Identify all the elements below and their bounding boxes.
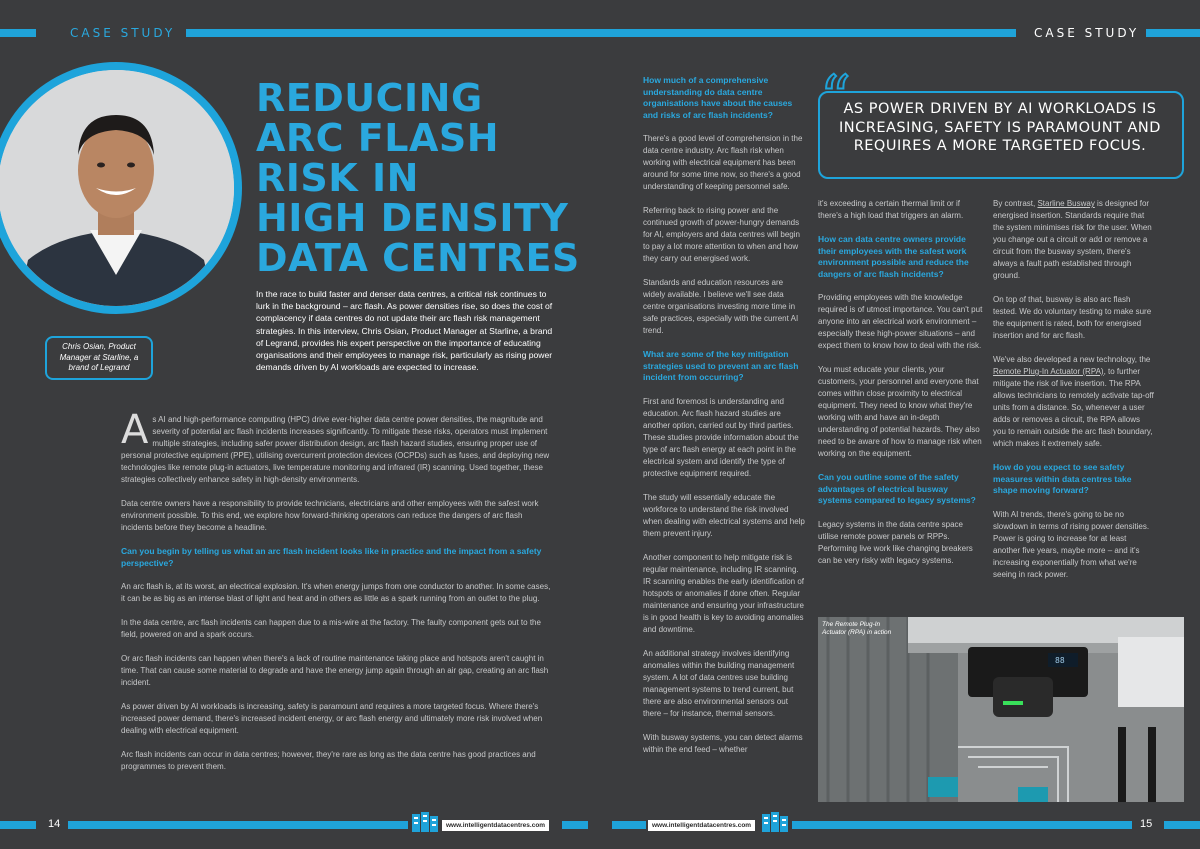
col-c-p1-a: By contrast,	[993, 199, 1038, 208]
url-right[interactable]: www.intelligentdatacentres.com	[648, 820, 755, 831]
left-body-p3: An arc flash is, at its worst, an electrical explosion. It's when energy jumps from one conductor to another. In some cases, it can be as big as an intense blast of light and heat and in others as little as a spark running from an outlet to the plug.	[121, 582, 551, 603]
portrait-photo	[0, 70, 234, 306]
header-bar-left	[186, 29, 1016, 37]
left-body-p1: s AI and high-performance computing (HPC) drive ever-higher data centre power densities, the magnitude and severity of potential arc flash incidents increases significantly. To mitigate these risks, operators must implement multiple strategies, including safer power distribution design, arc flash hazard studies, ensuring proper use of personal protective equipment (PPE), utilising overcurrent protection devices (OCPDs) such as fuses, and deploying new technologies like remote plug-in actuators, live temperature monitoring and infrared (IR) scanning. Used together, these strategies collectively enhance safety in high-density environments.	[121, 415, 550, 484]
page-number-left: 14	[48, 818, 61, 830]
col-b-p3: You must educate your clients, your customers, your personnel and everyone that comes within close proximity to electrical equipment. They need to know what they're working with and have an in-depth understanding of potential hazards. They also need to be aware of how to manage risk when working on the equipment.	[818, 365, 982, 458]
left-body-p7: Arc flash incidents can occur in data centres; however, they're rare as long as the data centre has good practices and programmes to prevent them.	[121, 750, 536, 771]
left-body-p4: In the data centre, arc flash incidents can happen due to a mis-wire at the factory. The faulty component gets out to the field, powered on and a spark occurs.	[121, 618, 541, 639]
col-a-p8: With busway systems, you can detect alarms within the end feed – whether	[643, 732, 803, 754]
col-b-p2: Providing employees with the knowledge required is of utmost importance. You can't put anyone into an electrical work environment – especially these high-power situations – and expect them to know how to deal with the risk.	[818, 293, 983, 350]
footer-bar-right	[792, 821, 1132, 829]
col-a-p1: There's a good level of comprehension in the data centre industry. Arc flash risk when working with electrical equipment has been around for some time now, so there's a good understanding of keeping personnel safe.	[643, 134, 803, 191]
footer-bar-left	[68, 821, 408, 829]
url-left[interactable]: www.intelligentdatacentres.com	[442, 820, 549, 831]
col-a-question-2: What are some of the key mitigation strategies used to prevent an arc flash incident from occurring?	[643, 349, 799, 382]
rpa-photo-illustration	[818, 617, 1184, 802]
page-number-right: 15	[1140, 818, 1153, 830]
footer-bar-right-stub	[1164, 821, 1200, 829]
col-c-question-1: How do you expect to see safety measures within data centres take shape moving forward?	[993, 462, 1132, 495]
intro-paragraph: In the race to build faster and denser data centres, a critical risk continues to lurk in the background – arc flash. As power densities rise, so does the cost of complacency if data centres do not update their arc flash risk management strategies. In this interview, Chris Osian, Product Manager at Starline, a brand of Legrand, provides his expert perspective on the importance of educating organisations and their employees to manage risk, particularly as rising power demands driven by AI workloads are expected to increase.	[256, 289, 553, 373]
portrait-caption: Chris Osian, Product Manager at Starline, a brand of Legrand	[45, 336, 153, 380]
left-question-1: Can you begin by telling us what an arc flash incident looks like in practice and the impact from a safety perspective?	[121, 546, 542, 568]
right-column-b	[818, 198, 984, 579]
quote-mark-icon: “	[820, 63, 851, 133]
pull-quote-text: AS POWER DRIVEN BY AI WORKLOADS IS INCREASING, SAFETY IS PARAMOUNT AND REQUIRES A MORE TARGETED FOCUS.	[839, 101, 1161, 154]
rpa-photo	[818, 617, 1184, 802]
left-body-p5: Or arc flash incidents can happen when there's a lack of routine maintenance taking place and hotspots aren't caught in time. That can cause some material to degrade and have the energy jump again through an air gap, creating an arc flash incident.	[121, 654, 549, 687]
col-a-question-1: How much of a comprehensive understanding do data centre organisations have about the causes and risks of arc flash incidents?	[643, 75, 793, 120]
col-c-p4: With AI trends, there's going to be no slowdown in terms of rising power densities. Power is going to increase for at least another five years, maybe more – and it's increasing exponentially from what we're seeing in rack power.	[993, 509, 1150, 579]
col-c-p3-b: , to further mitigate the risk of live insertion. The RPA allows technicians to remotely activate tap-off units from a distance. So, whenever a user adds or removes a circuit, the RPA allows you to remain outside the arc flash boundary, which makes it extremely safe.	[993, 367, 1154, 448]
drop-cap: A	[121, 407, 149, 453]
col-c-p2: On top of that, busway is also arc flash tested. We do voluntary testing to make sure the equipment is rated, both for energised insertion and for arc flash.	[993, 295, 1152, 340]
col-b-question-2: Can you outline some of the safety advantages of electrical busway systems compared to legacy systems?	[818, 472, 976, 505]
col-b-question-1: How can data centre owners provide their employees with the safest work environment possible and reduce the dangers of arc flash incidents?	[818, 234, 969, 279]
footer-bar-center-left	[562, 821, 588, 829]
magazine-logo-icon-left	[412, 812, 438, 832]
col-a-p3: Standards and education resources are widely available. I believe we'll see data centre organisations investing more time in safe practices, especially with the current AI trend.	[643, 278, 799, 335]
rpa-link[interactable]: Remote Plug-In Actuator (RPA)	[993, 367, 1104, 376]
starline-busway-link[interactable]: Starline Busway	[1037, 199, 1095, 208]
article-title: REDUCING ARC FLASH RISK IN HIGH DENSITY DATA CENTRES	[256, 76, 580, 280]
col-a-p7: An additional strategy involves identifying anomalies within the building management system. A lot of data centres use building management systems to trend current, but there are also environmental sensors out there – for instance, thermal sensors.	[643, 648, 795, 718]
person-illustration	[0, 70, 234, 306]
left-body-p6: As power driven by AI workloads is increasing, safety is paramount and requires a more targeted focus. Where there's increased power demand, there's increased incident energy, or arc flash energy and ultimately more risk involved when dealing with electrical equipment.	[121, 702, 543, 735]
photo-caption: The Remote Plug-In Actuator (RPA) in action	[822, 621, 892, 636]
magazine-logo-icon-right	[762, 812, 788, 832]
col-a-p5: The study will essentially educate the workforce to understand the risk involved when dealing with electrical systems and help them prevent injury.	[643, 492, 805, 538]
case-study-label-right: CASE STUDY	[1034, 26, 1140, 40]
col-b-p4: Legacy systems in the data centre space utilise remote power panels or RPPs. Performing live work like changing breakers can be very risky with legacy systems.	[818, 519, 973, 565]
portrait-ring	[0, 62, 242, 314]
footer-bar-left-stub	[0, 821, 36, 829]
device-display-text: 88	[1055, 656, 1065, 665]
col-c-p3-a: We've also developed a new technology, the	[993, 355, 1151, 364]
col-c-p1-b: is designed for energised insertion. Standards require that the system minimises risk for the user. When you change out a circuit or add or remove a circuit from the busway system, there's always a fault path established through ground.	[993, 199, 1152, 280]
left-body-column	[121, 407, 551, 785]
footer-bar-center-right	[612, 821, 646, 829]
right-column-a	[643, 75, 807, 768]
col-a-p6: Another component to help mitigate risk is regular maintenance, including IR scanning. IR scanning enables the early identification of hotspots or anomalies if done often. Regular maintenance and ensuring your infrastructure is in good health is key to avoiding anomalies and downtime.	[643, 552, 804, 634]
left-body-p2: Data centre owners have a responsibility to provide technicians, electricians and other employees with the safest work environment possible. To this end, we explore how forward-thinking operators can reduce the dangers of arc flash incidents before they become a headline.	[121, 499, 539, 532]
case-study-label-left: CASE STUDY	[70, 26, 176, 40]
header-bar-right-stub	[1146, 29, 1200, 37]
right-column-c	[993, 198, 1155, 593]
col-b-p1: it's exceeding a certain thermal limit or if there's a high load that triggers an alarm.	[818, 199, 964, 220]
col-a-p2: Referring back to rising power and the continued growth of power-hungry demands for AI, employers and data centres will begin to pay a lot more attention to when and how they carry out energised work.	[643, 206, 800, 263]
header-bar-left-stub	[0, 29, 36, 37]
col-a-p4: First and foremost is understanding and education. Arc flash hazard studies are another option, carried out by third parties. These studies provide information about the type of arc flash energy at each point in the electrical system and identify the type of protective equipment required.	[643, 396, 799, 478]
